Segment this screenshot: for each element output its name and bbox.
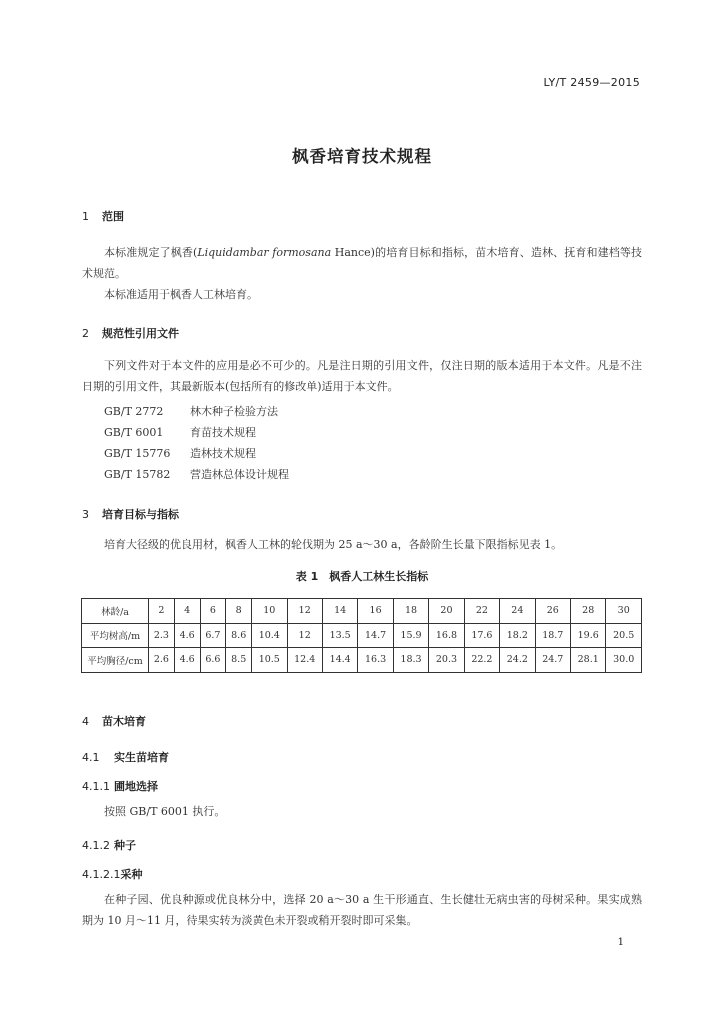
- section-4-1-2-1-paragraph: 在种子园、优良种源或优良林分中，选择 20 a～30 a 生干形通直、生长健壮无病虫害的母树采种。果实成熟期为 10 月～11 月，待果实转为淡黄色未开裂或稍开裂时即可采集。: [82, 893, 642, 927]
- growth-index-table: [81, 598, 642, 673]
- section-1-paragraph-2: 本标准适用于枫香人工林培育。: [104, 288, 258, 301]
- row-label: 平均胸径/cm: [82, 648, 149, 673]
- table-cell: 19.6: [571, 623, 606, 648]
- section-4-1-2-1-heading: [82, 866, 142, 882]
- section-4-1-2-heading: [82, 837, 136, 853]
- table-row: [82, 623, 642, 648]
- section-number: 4.1.2.1: [82, 868, 121, 881]
- table-cell: 24.2: [500, 648, 535, 673]
- section-number: 1: [82, 210, 89, 223]
- table-cell: 30.0: [606, 648, 642, 673]
- section-title: 苗木培育: [102, 715, 146, 728]
- section-3-paragraph-1: 培育大径级的优良用材，枫香人工林的轮伐期为 25 a～30 a，各龄阶生长量下限指标见表 1。: [104, 538, 563, 551]
- table-cell: 22.2: [464, 648, 499, 673]
- reference-name: 林木种子检验方法: [190, 405, 278, 418]
- section-2-heading: [82, 325, 179, 341]
- section-title: 种子: [114, 839, 136, 852]
- table-cell: 24: [500, 599, 535, 624]
- section-4-1-1-paragraph: 按照 GB/T 6001 执行。: [104, 805, 226, 818]
- table-cell: 18.2: [500, 623, 535, 648]
- table-cell: 2.6: [149, 648, 175, 673]
- table-cell: 6: [200, 599, 226, 624]
- section-4-heading: [82, 713, 146, 729]
- table-cell: 4.6: [174, 648, 200, 673]
- section-title: 培育目标与指标: [102, 508, 179, 521]
- section-title: 规范性引用文件: [102, 327, 179, 340]
- table-cell: 2.3: [149, 623, 175, 648]
- section-title: 实生苗培育: [114, 751, 169, 764]
- table-cell: 28.1: [571, 648, 606, 673]
- reference-item: [104, 445, 256, 461]
- reference-name: 育苗技术规程: [190, 426, 256, 439]
- table-cell: 16: [358, 599, 393, 624]
- reference-item: [104, 403, 278, 419]
- section-1-heading: [82, 208, 124, 224]
- table-cell: 6.6: [200, 648, 226, 673]
- table-caption: 表 1 枫香人工林生长指标: [295, 570, 429, 583]
- table-cell: 24.7: [535, 648, 570, 673]
- reference-code: GB/T 15776: [104, 447, 171, 460]
- section-title: 采种: [120, 868, 143, 881]
- table-cell: 17.6: [464, 623, 499, 648]
- section-2-paragraph-1: 下列文件对于本文件的应用是必不可少的。凡是注日期的引用文件，仅注日期的版本适用于本文件。凡是不注日期的引用文件，其最新版本(包括所有的修改单)适用于本文件。: [82, 359, 642, 393]
- reference-item: [104, 424, 256, 440]
- table-cell: 14: [322, 599, 357, 624]
- table-cell: 12.4: [287, 648, 322, 673]
- section-number: 4.1.1: [82, 780, 110, 793]
- table-cell: 15.9: [393, 623, 428, 648]
- table-cell: 10: [252, 599, 287, 624]
- table-cell: 13.5: [322, 623, 357, 648]
- table-cell: 18.7: [535, 623, 570, 648]
- table-cell: 14.7: [358, 623, 393, 648]
- table-cell: 8.5: [226, 648, 252, 673]
- table-cell: 20: [429, 599, 464, 624]
- standard-code: LY/T 2459—2015: [543, 76, 640, 89]
- section-number: 4.1.2: [82, 839, 110, 852]
- table-cell: 4: [174, 599, 200, 624]
- reference-name: 造林技术规程: [190, 447, 256, 460]
- reference-name: 营造林总体设计规程: [190, 468, 289, 481]
- text: Hance)的培育目标和指标，苗木培育、造林、抚育和建档等技术规范。: [82, 246, 643, 280]
- reference-code: GB/T 6001: [104, 426, 164, 439]
- table-cell: 20.5: [606, 623, 642, 648]
- section-1-paragraph-1: [82, 242, 642, 284]
- reference-item: [104, 466, 289, 482]
- section-number: 4.1: [82, 751, 100, 764]
- text: 本标准规定了枫香(: [104, 246, 198, 259]
- reference-code: GB/T 15782: [104, 468, 171, 481]
- table-cell: 30: [606, 599, 642, 624]
- row-label: 林龄/a: [82, 599, 149, 624]
- section-number: 2: [82, 327, 89, 340]
- table-cell: 2: [149, 599, 175, 624]
- table-row: [82, 599, 642, 624]
- table-cell: 10.5: [252, 648, 287, 673]
- section-4-1-heading: [82, 749, 169, 765]
- table-row: [82, 648, 642, 673]
- table-cell: 18.3: [393, 648, 428, 673]
- section-number: 4: [82, 715, 89, 728]
- table-cell: 20.3: [429, 648, 464, 673]
- latin-name: Liquidambar formosana: [197, 246, 332, 259]
- section-4-1-1-heading: [82, 778, 158, 794]
- table-cell: 22: [464, 599, 499, 624]
- table-cell: 16.3: [358, 648, 393, 673]
- table-cell: 18: [393, 599, 428, 624]
- reference-code: GB/T 2772: [104, 405, 164, 418]
- table-cell: 8.6: [226, 623, 252, 648]
- table-cell: 12: [287, 623, 322, 648]
- row-label: 平均树高/m: [82, 623, 149, 648]
- section-number: 3: [82, 508, 89, 521]
- table-cell: 16.8: [429, 623, 464, 648]
- document-title: 枫香培育技术规程: [292, 147, 432, 166]
- table-cell: 10.4: [252, 623, 287, 648]
- table-cell: 8: [226, 599, 252, 624]
- section-title: 圃地选择: [114, 780, 158, 793]
- table-cell: 28: [571, 599, 606, 624]
- page-number: 1: [617, 937, 624, 948]
- table-cell: 26: [535, 599, 570, 624]
- table-cell: 6.7: [200, 623, 226, 648]
- table-cell: 12: [287, 599, 322, 624]
- section-3-heading: [82, 506, 179, 522]
- table-cell: 14.4: [322, 648, 357, 673]
- section-title: 范围: [102, 210, 124, 223]
- table-cell: 4.6: [174, 623, 200, 648]
